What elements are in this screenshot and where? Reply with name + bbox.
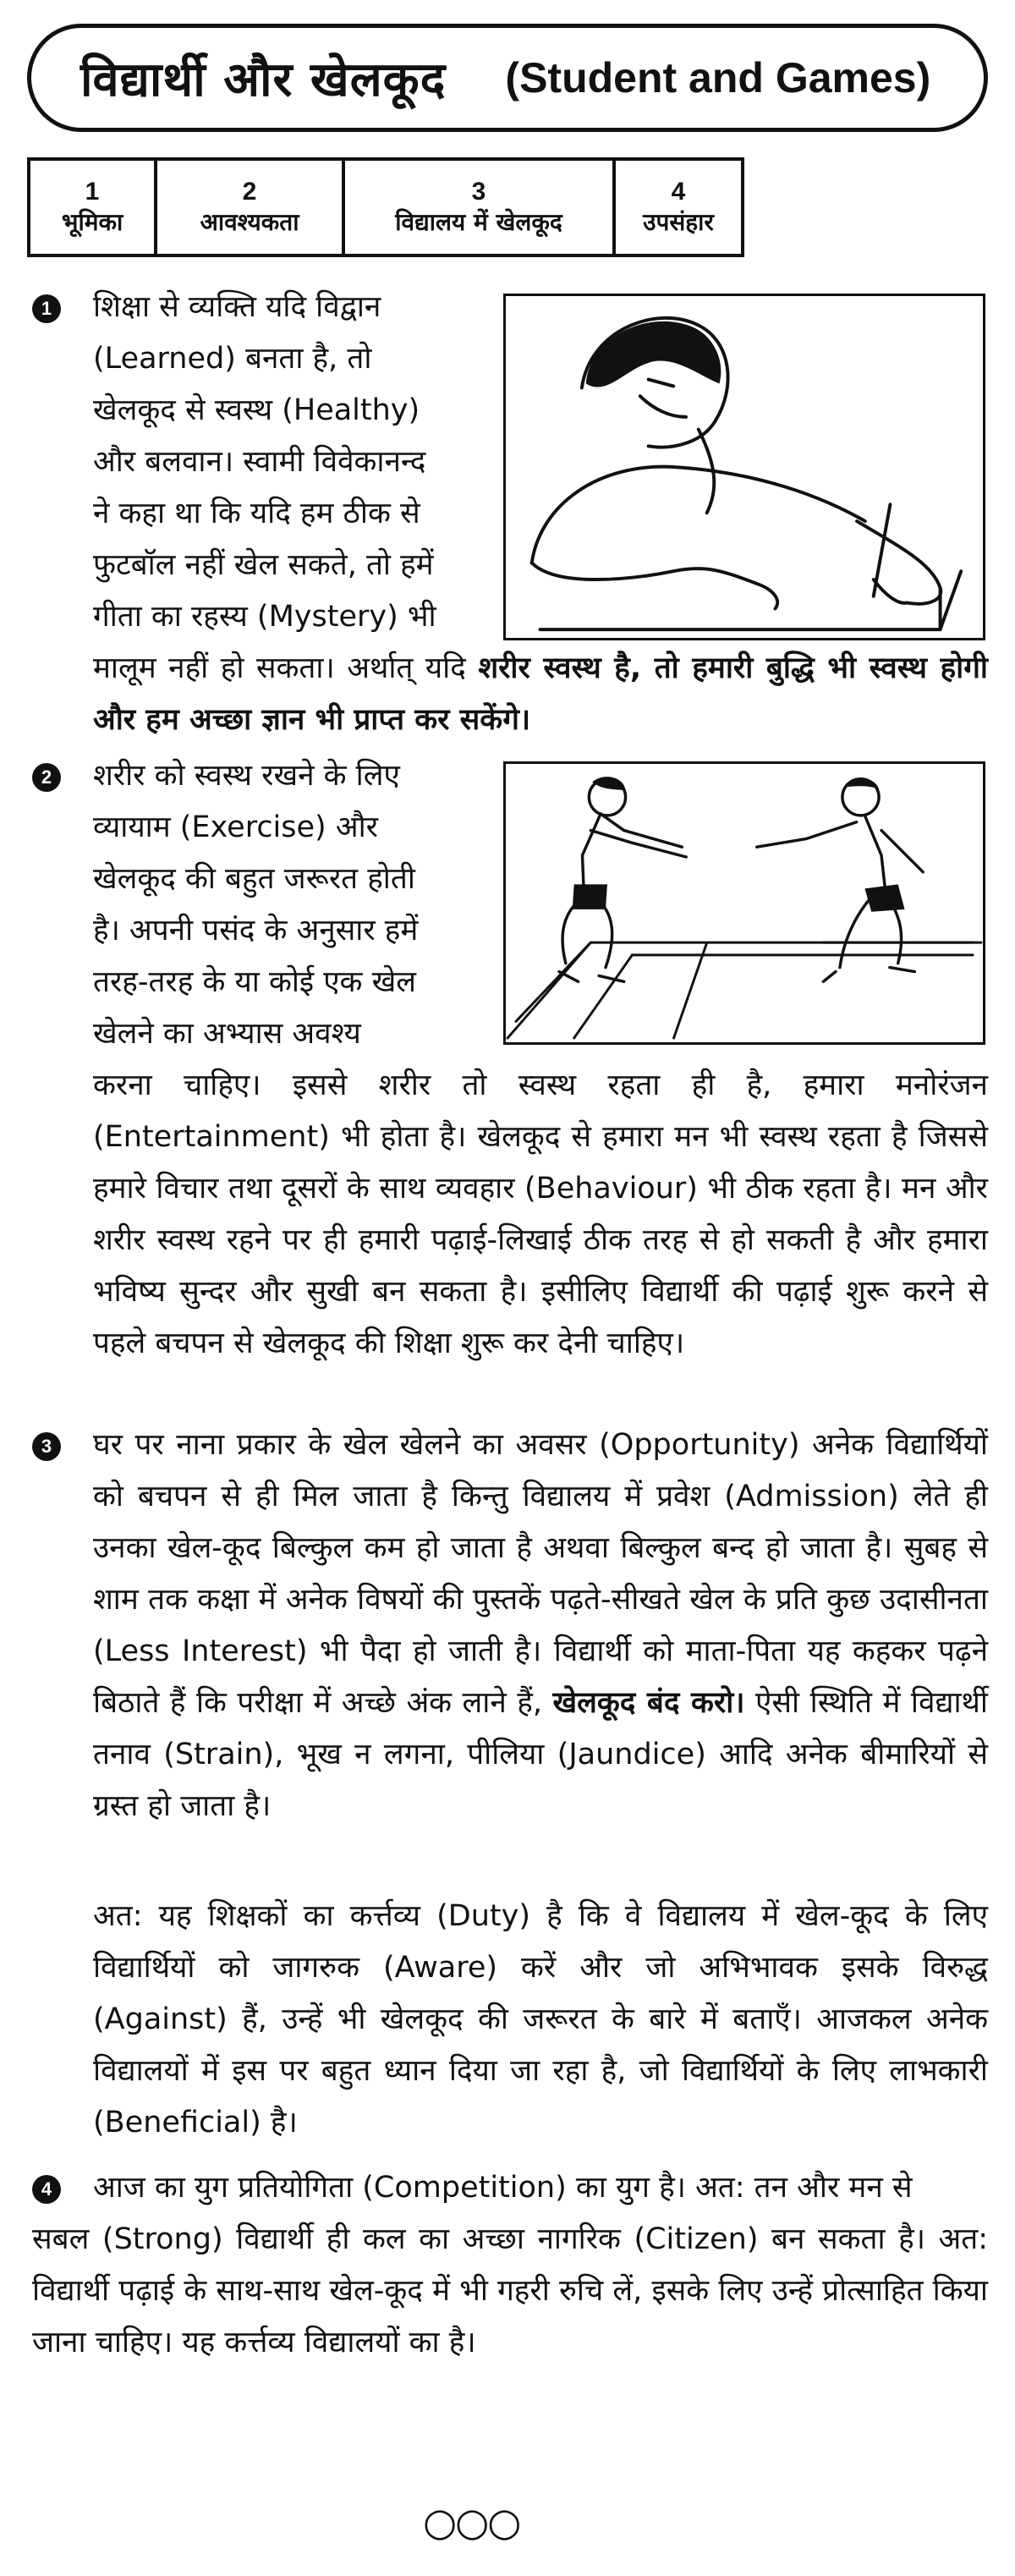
para3-text-a: घर पर नाना प्रकार के खेल खेलने का अवसर (Opportunity) अनेक विद्यार्थियों को बचपन से ही मिल जाता है किन्तु विद्यालय में प्रवेश (Admission) लेते ही उनका खेल-कूद बिल्कुल कम हो जाता है अथवा बिल्कुल बन्द हो जाता है। सुबह से शाम तक कक्षा में अनेक विषयों की पुस्तकें पढ़ते-सीखते खेल के प्रति कुछ उदासीनता (Less Interest) भी पैदा हो जाती है। विद्यार्थी को माता-पिता यह कहकर पढ़ने बिठाते हैं कि परीक्षा में अच्छे अंक लाने हैं, (93, 1428, 988, 1720)
outline-label: भूमिका (61, 207, 123, 236)
text-line: (Learned) बनता है, तो (93, 342, 372, 376)
para2-wide: करना चाहिए। इससे शरीर तो स्वस्थ रहता ही है, हमारा मनोरंजन (Entertainment) भी होता है। खेलकूद से हमारा मन भी स्वस्थ रहता है जिससे हमारे विचार तथा दूसरों के साथ व्यवहार (Behaviour) भी ठीक रहता है। मन और शरीर स्वस्थ रहने पर ही हमारी पढ़ाई-लिखाई ठीक तरह से हो सकती है और हमारा भविष्य सुन्दर और सुखी बन सकता है। इसीलिए विद्यार्थी की पढ़ाई शुरू करने से पहले बचपन से खेलकूद की शिक्षा शुरू कर देनी चाहिए। (93, 1068, 988, 1360)
bullet-1: 1 (32, 294, 61, 323)
outline-label: विद्यालय में खेलकूद (395, 207, 562, 236)
court-line-3 (574, 955, 633, 1038)
outline-label: आवश्यकता (200, 207, 299, 236)
text-line: तरह-तरह के या कोई एक खेल (93, 965, 416, 999)
text-line: व्यायाम (Exercise) और (93, 810, 378, 844)
outline-cell-3 (345, 161, 616, 254)
title-english: (Student and Games) (505, 54, 931, 102)
figure-kids-playing (503, 761, 985, 1045)
text-line: शरीर को स्वस्थ रखने के लिए (93, 759, 400, 793)
child-right-shorts (864, 884, 904, 911)
bullet-3: 3 (32, 1432, 61, 1461)
boy-writing-illustration (506, 296, 983, 638)
court-line-2 (508, 942, 590, 1038)
para4-rest: सबल (Strong) विद्यार्थी ही कल का अच्छा नागरिक (Citizen) बन सकता है। अत: विद्यार्थी पढ़ाई के साथ-साथ खेल-कूद में भी गहरी रुचि लें, इसके लिए उन्हें प्रोत्साहित किया जाना चाहिए। यह कर्त्तव्य विद्यालयों का है। (32, 2222, 988, 2359)
para3-duty: अत: यह शिक्षकों का कर्त्तव्य (Duty) है कि वे विद्यालय में खेल-कूद के लिए विद्यार्थियों को जागरुक (Aware) करें और जो अभिभावक इसके विरुद्ध (Against) हैं, उन्हें भी खेलकूद की जरूरत के बारे में बताएँ। आजकल अनेक विद्यालयों में इस पर बहुत ध्यान दिया जा रहा है, जो विद्यार्थियों के लिए लाभकारी (Beneficial) है। (93, 1899, 988, 2139)
outline-number: 4 (671, 177, 686, 206)
outline-table (27, 157, 744, 257)
face-line (640, 396, 686, 417)
figure-boy-writing (503, 294, 985, 640)
outline-label: उपसंहार (643, 207, 714, 236)
para3-main (93, 1420, 988, 1832)
bullet-2: 2 (32, 763, 61, 792)
end-mark: ○○○ (423, 2499, 520, 2545)
outline-number: 3 (471, 177, 486, 206)
text-line: और बलवान। स्वामी विवेकानन्द (93, 445, 426, 479)
para1-bold-text: शरीर स्वस्थ है, तो हमारी बुद्धि भी स्वस्थ होगी और हम अच्छा ज्ञान भी प्राप्त कर सकेंगे। (93, 651, 988, 737)
para1-narrow (93, 282, 508, 643)
para3-bold-text: खेलकूद बंद करो। (552, 1686, 745, 1720)
outline-cell-1 (30, 161, 157, 254)
text-line: फुटबॉल नहीं खेल सकते, तो हमें (93, 548, 434, 582)
para1-wide (93, 643, 988, 746)
text-line: खेलकूद की बहुत जरूरत होती (93, 862, 415, 896)
outline-number: 2 (242, 177, 257, 206)
hand-left (757, 584, 777, 609)
child-left (559, 779, 686, 982)
para3-text-b: ऐसी स्थिति में विद्यार्थी तनाव (Strain), भूख न लगना, पीलिया (Jaundice) आदि अनेक बीमारियों से ग्रस्त हो जाता है। (93, 1686, 988, 1823)
para2-narrow (93, 750, 499, 1060)
eye-line (649, 380, 674, 387)
text-line: ने कहा था कि यदि हम ठीक से (93, 497, 420, 530)
hair-shape (586, 321, 721, 387)
arm-left (532, 467, 865, 563)
bullet-4: 4 (32, 2175, 61, 2204)
outline-cell-2 (157, 161, 345, 254)
text-line: खेलकूद से स्वस्थ (Healthy) (93, 393, 420, 427)
child-right (757, 779, 923, 982)
para1-text: मालूम नहीं हो सकता। अर्थात् यदि (93, 651, 479, 685)
title-hindi: विद्यार्थी और खेलकूद (80, 52, 447, 107)
child-right-hair (844, 778, 879, 788)
sleeve-left (532, 563, 757, 584)
child-left-shorts (573, 884, 607, 909)
title-banner (27, 24, 988, 132)
text-line: खेलने का अभ्यास अवश्य (93, 1017, 361, 1051)
para4-first-line: आज का युग प्रतियोगिता (Competition) का युग है। अत: तन और मन से (93, 2171, 913, 2205)
court-line-4 (674, 942, 707, 1038)
text-line: शिक्षा से व्यक्ति यदि विद्वान (93, 290, 381, 324)
text-line: गीता का रहस्य (Mystery) भी (93, 600, 436, 634)
child-left-hair (592, 777, 625, 790)
text-line: है। अपनी पसंद के अनुसार हमें (93, 914, 419, 947)
outline-cell-4 (616, 161, 741, 254)
outline-number: 1 (85, 177, 100, 206)
arm-right (857, 521, 941, 604)
kids-playing-illustration (506, 764, 983, 1042)
hand-right (874, 579, 907, 603)
